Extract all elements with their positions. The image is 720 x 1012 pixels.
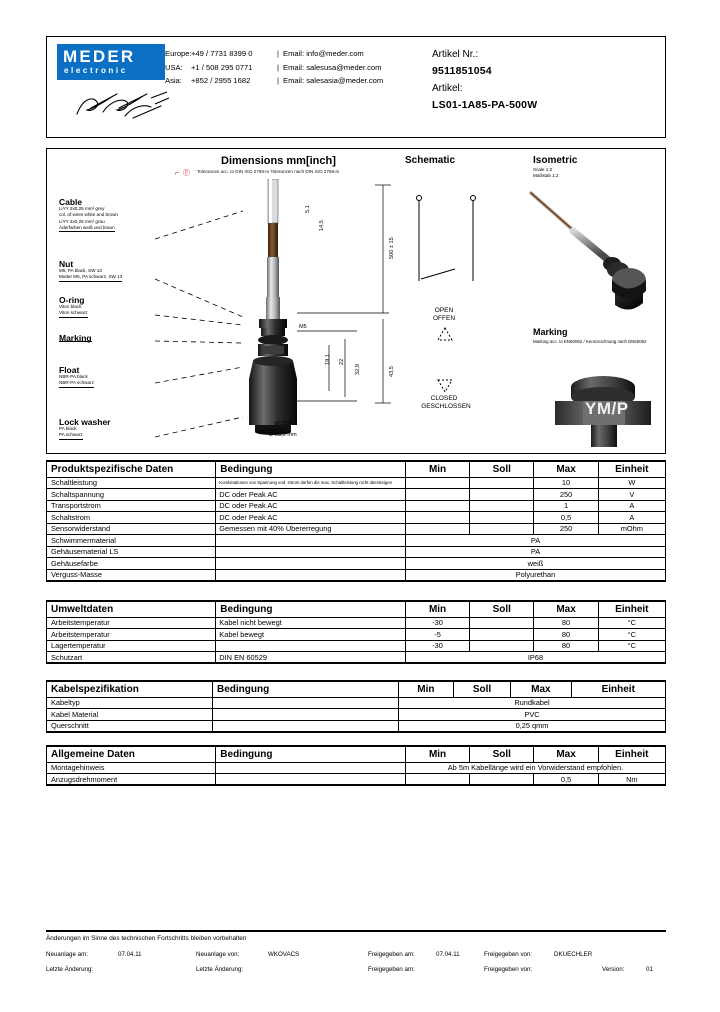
table-produktspezifische-daten xyxy=(46,460,666,582)
arrow-down-icon xyxy=(437,379,453,393)
table-row xyxy=(47,720,666,732)
dimension-inner: 19,1 xyxy=(325,354,331,365)
contact-phone: +49 / 7731 8399 0 xyxy=(191,49,253,58)
table-body xyxy=(47,697,666,732)
col-header-unit: Einheit xyxy=(598,601,665,617)
cell-min: -30 xyxy=(405,617,469,629)
table-header xyxy=(47,681,666,697)
cell-condition xyxy=(216,558,406,570)
released-on-value: 07.04.11 xyxy=(436,951,460,958)
footer-revision-info xyxy=(46,951,666,983)
col-header-soll: Soll xyxy=(470,746,534,762)
contact-region: Europe: xyxy=(165,49,192,58)
cell-name: Gehäusefarbe xyxy=(47,558,216,570)
cell-condition: DIN EN 60529 xyxy=(216,652,406,664)
schematic-open-de: OFFEN xyxy=(432,315,456,322)
cell-min: -5 xyxy=(405,629,469,641)
cell-condition xyxy=(213,697,399,709)
logo-badge xyxy=(57,44,165,80)
handwritten-tagline-icon xyxy=(73,88,173,122)
cell-name: Lagertemperatur xyxy=(47,640,216,652)
dimension-float-offset: 32,9 xyxy=(355,364,361,375)
cell-condition-text: Kombinationen von Spannung und -Strom dürfen die max. Schaltleistung nicht übersteigen xyxy=(219,480,392,486)
contact-email[interactable]: info@meder.com xyxy=(306,49,364,58)
table-body xyxy=(47,477,666,581)
cell-span-value: IP68 xyxy=(405,652,665,664)
dimension-cable-strip: 5,1 xyxy=(305,205,311,213)
cell-max: 250 xyxy=(534,523,598,535)
table-row xyxy=(47,569,666,581)
col-header-min: Min xyxy=(405,746,469,762)
contact-email[interactable]: salesusa@meder.com xyxy=(306,62,382,72)
table-row xyxy=(47,640,666,652)
cell-unit: °C xyxy=(598,629,665,641)
col-header-soll: Soll xyxy=(470,461,534,477)
cell-span-value: PVC xyxy=(399,709,666,721)
released-on-label: Freigegeben am: xyxy=(368,951,415,958)
contact-email-label: Email: xyxy=(283,62,305,72)
dimension-diameter-mm: Ø 23,5 mm xyxy=(269,432,297,438)
cell-min xyxy=(405,523,469,535)
table-header-row xyxy=(47,461,666,477)
cell-condition: DC oder Peak AC xyxy=(216,500,406,512)
table-header-row xyxy=(47,746,666,762)
tolerance-symbol-icon: ⌐ Ⓕ xyxy=(175,170,192,177)
col-header-min: Min xyxy=(405,461,469,477)
cell-soll xyxy=(470,477,534,489)
last-change2-label: Letzte Änderung: xyxy=(196,966,244,973)
col-header-condition: Bedingung xyxy=(213,681,399,697)
contact-row xyxy=(165,47,383,61)
cell-max: 10 xyxy=(534,477,598,489)
callout-title: Lock washer xyxy=(59,417,111,427)
col-header-condition: Bedingung xyxy=(216,461,406,477)
dimension-lines xyxy=(297,179,407,451)
article-number-label: Artikel Nr.: xyxy=(432,49,479,60)
contact-phone: +852 / 2955 1682 xyxy=(191,76,251,85)
contact-email-label: Email: xyxy=(283,49,305,58)
footer-disclaimer: Änderungen im Sinne des technischen Fortschritts bleiben vorbehalten xyxy=(46,935,247,942)
article-value: LS01-1A85-PA-500W xyxy=(432,99,538,111)
cell-name: Querschnitt xyxy=(47,720,213,732)
contact-separator: | xyxy=(277,76,279,85)
callout-line: PA black xyxy=(59,426,77,432)
article-label: Artikel: xyxy=(432,83,463,94)
cell-span-value: PA xyxy=(405,546,665,558)
table-row xyxy=(47,762,666,774)
cell-min xyxy=(405,489,469,501)
released-by2-label: Freigegeben von: xyxy=(484,966,533,973)
cell-span-value: Polyurethan xyxy=(405,569,665,581)
cell-condition: DC oder Peak AC xyxy=(216,512,406,524)
table-row xyxy=(47,477,666,489)
header-panel xyxy=(46,36,666,138)
table-row xyxy=(47,500,666,512)
cell-max: 0,5 xyxy=(534,774,598,786)
cell-name: Schutzart xyxy=(47,652,216,664)
contact-email[interactable]: salesasia@meder.com xyxy=(306,76,384,85)
cell-soll xyxy=(470,489,534,501)
contact-phone: +1 / 508 295 0771 xyxy=(191,62,253,72)
table-header xyxy=(47,601,666,617)
schematic-diagram xyxy=(403,189,513,439)
cell-name: Transportstrom xyxy=(47,500,216,512)
cell-name: Schaltstrom xyxy=(47,512,216,524)
col-header-name: Allgemeine Daten xyxy=(47,746,216,762)
col-header-max: Max xyxy=(534,601,598,617)
schematic-open-en: OPEN xyxy=(434,307,454,314)
cell-unit: V xyxy=(598,489,665,501)
dimension-cable-end: 14,5 xyxy=(319,220,325,231)
cell-soll xyxy=(470,500,534,512)
released-by-label: Freigegeben von: xyxy=(484,951,533,958)
marking-note: Marking acc. to EN60062 / Kennzeichnung nach EN60062 xyxy=(533,339,647,344)
schematic-closed-en: CLOSED xyxy=(430,395,458,402)
col-header-max: Max xyxy=(534,461,598,477)
cell-name: Montagehinweis xyxy=(47,762,216,774)
cell-name: Gehäusematerial LS xyxy=(47,546,216,558)
last-change-label: Letzte Änderung: xyxy=(46,966,94,973)
table-header-row xyxy=(47,681,666,697)
col-header-name: Umweltdaten xyxy=(47,601,216,617)
col-header-min: Min xyxy=(405,601,469,617)
callout-title: Cable xyxy=(59,197,83,207)
cell-condition: Kabel bewegt xyxy=(216,629,406,641)
cell-condition xyxy=(216,774,406,786)
callout-title: Nut xyxy=(59,259,74,269)
cell-name: Kabel Material xyxy=(47,709,213,721)
cell-unit: W xyxy=(598,477,665,489)
callout-line: M5, PA black, SW 13 xyxy=(59,268,102,274)
col-header-soll: Soll xyxy=(453,681,511,697)
table-row xyxy=(47,709,666,721)
table-row xyxy=(47,558,666,570)
callout-title: O-ring xyxy=(59,295,85,305)
contact-details xyxy=(165,47,383,88)
cell-name: Schwimmermaterial xyxy=(47,535,216,547)
version-label: Version: xyxy=(602,966,625,973)
cell-name: Kabeltyp xyxy=(47,697,213,709)
cell-min xyxy=(405,774,469,786)
col-header-name: Kabelspezifikation xyxy=(47,681,213,697)
table-header xyxy=(47,746,666,762)
col-header-min: Min xyxy=(399,681,454,697)
dimension-thread: M5 xyxy=(299,324,307,330)
table-kabelspezifikation xyxy=(46,680,666,733)
created-on-label: Neuanlage am: xyxy=(46,951,88,958)
cell-condition xyxy=(216,477,406,489)
created-by-value: WKOVACS xyxy=(268,951,300,958)
cell-condition xyxy=(216,546,406,558)
callout-line: PA schwarz xyxy=(59,432,83,439)
table-row xyxy=(47,489,666,501)
dimension-diameter: Ø 23,5 xyxy=(275,421,292,427)
cell-unit: A xyxy=(598,500,665,512)
cell-soll xyxy=(470,523,534,535)
col-header-unit: Einheit xyxy=(571,681,666,697)
table-umweltdaten xyxy=(46,600,666,664)
col-header-max: Max xyxy=(511,681,571,697)
cell-condition xyxy=(216,640,406,652)
contact-region: Asia: xyxy=(165,76,182,85)
table-row xyxy=(47,652,666,664)
cell-soll xyxy=(470,512,534,524)
table-body xyxy=(47,762,666,785)
cell-soll xyxy=(470,640,534,652)
cell-max: 0,5 xyxy=(534,512,598,524)
contact-row xyxy=(165,74,383,88)
cell-condition: DC oder Peak AC xyxy=(216,489,406,501)
released-by-value: DKUECHLER xyxy=(554,951,593,958)
cell-max: 80 xyxy=(534,617,598,629)
dimensions-title: Dimensions mm[inch] xyxy=(221,155,336,167)
table-header xyxy=(47,461,666,477)
cell-name: Sensorwiderstand xyxy=(47,523,216,535)
cell-name: Verguss-Masse xyxy=(47,569,216,581)
cell-span-value: PA xyxy=(405,535,665,547)
cell-max: 250 xyxy=(534,489,598,501)
article-number-value: 9511851054 xyxy=(432,65,492,77)
footer-divider xyxy=(46,930,666,932)
tolerance-note: Tolerances acc. to DIN ISO 2768-m Toleranzen nach DIN ISO 2768-m xyxy=(197,169,340,174)
table-row xyxy=(47,523,666,535)
col-header-condition: Bedingung xyxy=(216,746,406,762)
cell-name: Anzugsdrehmoment xyxy=(47,774,216,786)
col-header-soll: Soll xyxy=(470,601,534,617)
contact-row xyxy=(165,61,383,75)
footer xyxy=(46,930,666,983)
contact-email-label: Email: xyxy=(283,76,305,85)
cell-name: Schaltspannung xyxy=(47,489,216,501)
cell-min xyxy=(405,512,469,524)
table-allgemeine-daten xyxy=(46,745,666,786)
cell-unit: °C xyxy=(598,640,665,652)
cell-name: Arbeitstemperatur xyxy=(47,629,216,641)
cell-condition xyxy=(213,709,399,721)
contact-separator: | xyxy=(277,49,279,58)
version-value: 01 xyxy=(646,966,653,973)
logo-brand-text: MEDER xyxy=(63,47,136,66)
table-row xyxy=(47,629,666,641)
dimension-body-length: 43,5 xyxy=(389,366,395,377)
callout-line: LiYY 2x0,25 mm² grau xyxy=(59,218,105,224)
callout-line: Mutter M5, PA schwarz, SW 13 xyxy=(59,274,122,281)
created-by-label: Neuanlage von: xyxy=(196,951,240,958)
cell-condition xyxy=(216,569,406,581)
schematic-closed-de: GESCHLOSSEN xyxy=(421,403,471,410)
cell-min xyxy=(405,500,469,512)
col-header-name: Produktspezifische Daten xyxy=(47,461,216,477)
cell-span-value: weiß xyxy=(405,558,665,570)
callout-line: NBR-PA black xyxy=(59,374,88,380)
callout-line: col. of wires white and brown xyxy=(59,212,118,218)
cell-unit: A xyxy=(598,512,665,524)
cell-min xyxy=(405,477,469,489)
drawing-panel xyxy=(46,148,666,454)
cell-unit: mOhm xyxy=(598,523,665,535)
cell-soll xyxy=(470,774,534,786)
article-info xyxy=(432,46,537,114)
cell-unit: Nm xyxy=(598,774,665,786)
col-header-unit: Einheit xyxy=(598,461,665,477)
cell-unit: °C xyxy=(598,617,665,629)
cell-max: 80 xyxy=(534,640,598,652)
company-logo xyxy=(57,44,167,80)
cell-soll xyxy=(470,617,534,629)
callout-line: Aderfarben weiß und braun xyxy=(59,225,115,232)
col-header-max: Max xyxy=(534,746,598,762)
isometric-scale-de: Maßstab 1:2 xyxy=(533,173,559,178)
table-row xyxy=(47,535,666,547)
callout-line: LiYY 2x0,25 mm² grey xyxy=(59,206,105,212)
cell-name: Schaltleistung xyxy=(47,477,216,489)
schematic-title: Schematic xyxy=(405,155,456,166)
isometric-scale-en: Scale 1:2 xyxy=(533,167,553,172)
cell-condition xyxy=(216,535,406,547)
contact-region: USA: xyxy=(165,62,183,72)
table-row xyxy=(47,546,666,558)
cell-span-value: Rundkabel xyxy=(399,697,666,709)
cell-max: 1 xyxy=(534,500,598,512)
created-on-value: 07.04.11 xyxy=(118,951,142,958)
cell-max: 80 xyxy=(534,629,598,641)
isometric-view xyxy=(515,185,665,315)
table-row xyxy=(47,774,666,786)
cell-condition: Kabel nicht bewegt xyxy=(216,617,406,629)
marking-code-text: YM/P xyxy=(585,399,629,418)
cell-soll xyxy=(470,629,534,641)
col-header-condition: Bedingung xyxy=(216,601,406,617)
cell-span-value: 0,25 qmm xyxy=(399,720,666,732)
table-row xyxy=(47,617,666,629)
table-header-row xyxy=(47,601,666,617)
callout-line: NBR-PA schwarz xyxy=(59,380,94,387)
col-header-unit: Einheit xyxy=(598,746,665,762)
callout-title: Marking xyxy=(59,333,92,343)
cell-condition xyxy=(216,762,406,774)
arrow-up-icon xyxy=(437,327,453,341)
callout-line: Viton black xyxy=(59,304,82,310)
cell-span-value: Ab 5m Kabellänge wird ein Vorwiderstand empfohlen. xyxy=(405,762,665,774)
dimension-total-length: 500 ± 15 xyxy=(389,237,395,259)
cell-name: Arbeitstemperatur xyxy=(47,617,216,629)
cell-min: -30 xyxy=(405,640,469,652)
logo-sub-text: electronic xyxy=(64,66,128,75)
contact-separator: | xyxy=(277,62,279,72)
callout-title: Float xyxy=(59,365,80,375)
table-body xyxy=(47,617,666,663)
dimension-float-height: 22 xyxy=(339,358,345,365)
marking-title: Marking xyxy=(533,327,568,337)
cell-condition: Gemessen mit 40% Übererregung xyxy=(216,523,406,535)
cell-condition xyxy=(213,720,399,732)
table-row xyxy=(47,512,666,524)
released-on2-label: Freigegeben am: xyxy=(368,966,415,973)
table-row xyxy=(47,697,666,709)
isometric-title: Isometric xyxy=(533,155,578,166)
callout-line: Viton schwarz xyxy=(59,310,88,317)
